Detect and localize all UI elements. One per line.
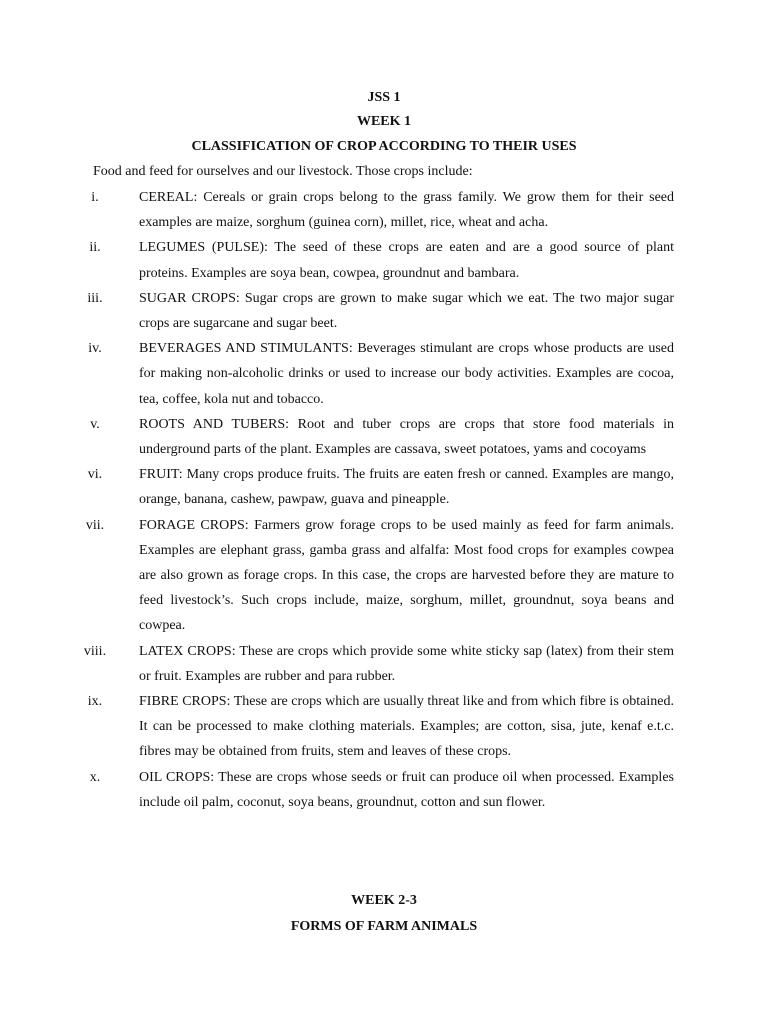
- list-item: [0, 185, 768, 235]
- list-item-text: FORAGE CROPS: Farmers grow forage crops to be used mainly as feed for farm animals. Examples are elephant grass, gamba grass and alfalfa: Most food crops for examples cowpea are also grown as forage crops. In this case, the crops are harvested before they are mature to feed livestock’s. Such crops include, maize, sorghum, millet, groundnut, soya beans and cowpea.: [139, 517, 674, 634]
- list-numeral: ii.: [89, 240, 101, 256]
- list-item-text: BEVERAGES AND STIMULANTS: Beverages stimulant are crops whose products are used for making non-alcoholic drinks or used to increase our body activities. Examples are cocoa, tea, coffee, kola nut and tobacco.: [139, 341, 674, 407]
- list-item: [0, 513, 768, 639]
- list-numeral: viii.: [83, 643, 107, 659]
- list-item: [0, 336, 768, 412]
- list-item-text: LEGUMES (PULSE): The seed of these crops are eaten and are a good source of plant proteins. Examples are soya bean, cowpea, groundnut and bambara.: [139, 240, 674, 281]
- list-item-text: OIL CROPS: These are crops whose seeds or fruit can produce oil when processed. Examples include oil palm, coconut, soya beans, groundnut, cotton and sun flower.: [139, 769, 674, 810]
- list-numeral: v.: [90, 416, 100, 432]
- section-title: CLASSIFICATION OF CROP ACCORDING TO THEIR USES: [191, 139, 577, 154]
- list-item-text: FRUIT: Many crops produce fruits. The fruits are eaten fresh or canned. Examples are mango, orange, banana, cashew, pawpaw, guava and pineapple.: [139, 467, 674, 508]
- list-item: [0, 765, 768, 815]
- list-numeral: i.: [91, 190, 99, 205]
- crop-list: [0, 185, 768, 815]
- list-numeral: vi.: [87, 467, 103, 483]
- list-item-text: FIBRE CROPS: These are crops which are usually threat like and from which fibre is obtained. It can be processed to make clothing materials. Examples; are cotton, sisa, jute, kenaf e.t.c. fibres may be obtained from fruits, stem and leaves of these crops.: [139, 694, 674, 760]
- list-item: [0, 462, 768, 512]
- list-numeral: ix.: [87, 694, 103, 710]
- list-numeral: iii.: [87, 290, 103, 306]
- list-item: [0, 689, 768, 765]
- week-label: WEEK 1: [356, 114, 412, 129]
- list-item-text: LATEX CROPS: These are crops which provide some white sticky sap (latex) from their stem or fruit. Examples are rubber and para rubber.: [139, 643, 674, 684]
- list-item: [0, 235, 768, 285]
- next-week-label: WEEK 2-3: [351, 893, 417, 908]
- list-item-text: ROOTS AND TUBERS: Root and tuber crops are crops that store food materials in underground parts of the plant. Examples are cassava, sweet potatoes, yams and cocoyams: [139, 416, 674, 458]
- list-numeral: iv.: [88, 341, 102, 357]
- next-section-title: FORMS OF FARM ANIMALS: [290, 919, 478, 934]
- list-numeral: vii.: [85, 517, 105, 533]
- class-label: JSS 1: [367, 90, 401, 105]
- list-item: [0, 286, 768, 336]
- list-item: [0, 412, 768, 462]
- list-item-text: CEREAL: Cereals or grain crops belong to the grass family. We grow them for their seed examples are maize, sorghum (guinea corn), millet, rice, wheat and acha.: [139, 190, 674, 231]
- intro-paragraph: Food and feed for ourselves and our livestock. Those crops include:: [93, 164, 473, 179]
- list-item-text: SUGAR CROPS: Sugar crops are grown to make sugar which we eat. The two major sugar crops are sugarcane and sugar beet.: [139, 290, 674, 332]
- list-numeral: x.: [89, 769, 101, 785]
- list-item: [0, 639, 768, 689]
